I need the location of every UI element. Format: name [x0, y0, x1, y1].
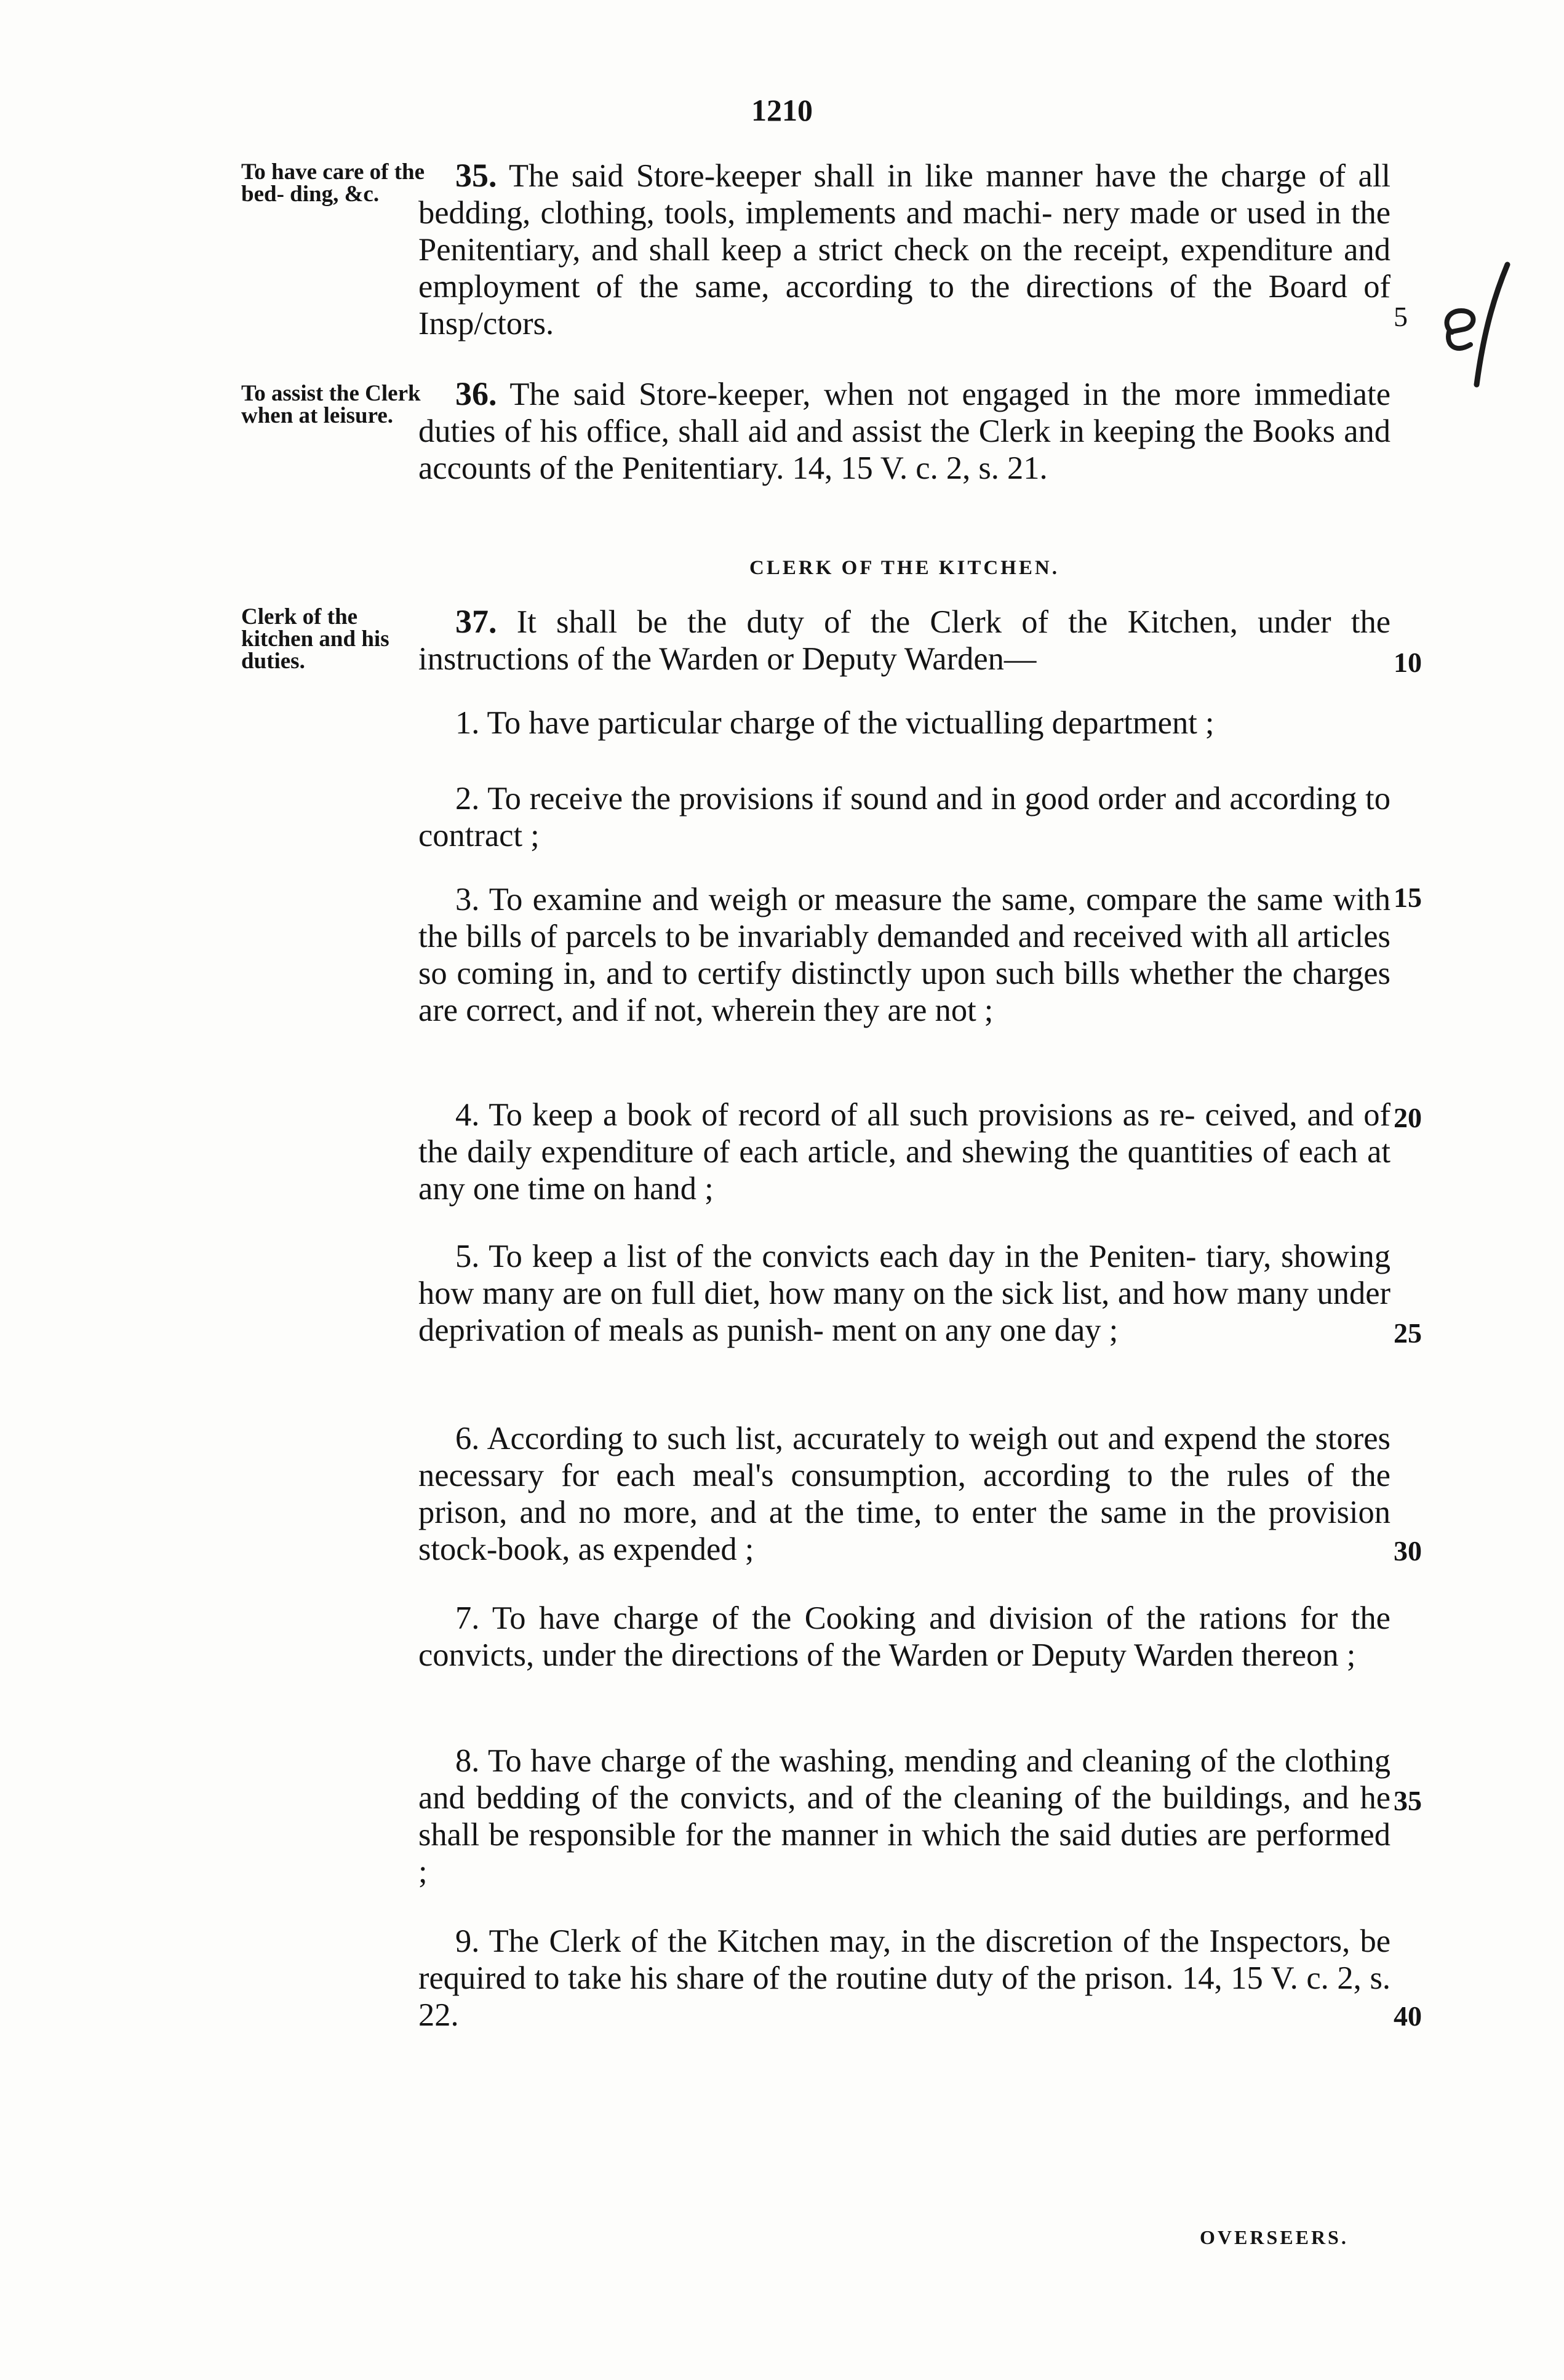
- list-item: 6. According to such list, accurately to weigh out and expend the stores necessary for each meal's consumption, according to the rules of the prison, and no more, and at the time, to enter the same in the provision stock-book, as expended ;: [418, 1421, 1390, 1567]
- section-text: It shall be the duty of the Clerk of the Kitchen, under the instructions of the Warden or Deputy Warden—: [418, 604, 1391, 677]
- margin-note-assist-clerk: To assist the Clerk when at leisure.: [241, 381, 421, 428]
- handwritten-mark-icon: [1434, 252, 1514, 394]
- line-number: 25: [1394, 1317, 1422, 1349]
- margin-note-bedding: To have care of the bed- ding, &c.: [241, 159, 425, 207]
- margin-note-kitchen-clerk: Clerk of the kitchen and his duties.: [241, 604, 389, 674]
- section-text: The said Store-keeper, when not engaged in the more immediate duties of his office, shall aid and assist the Clerk in keeping the Books and accounts of the Penitentiary. 14, 15 V. c. 2, s. 21.: [418, 377, 1390, 486]
- section-heading: CLERK OF THE KITCHEN.: [749, 557, 1059, 579]
- line-number: 10: [1394, 647, 1422, 678]
- section-number: 36.: [455, 375, 497, 412]
- line-number: 40: [1394, 2000, 1422, 2032]
- list-item: 4. To keep a book of record of all such provisions as re- ceived, and of the daily expenditure of each article, and shewing the quantities of each at any one time on hand ;: [418, 1097, 1390, 1207]
- list-item: 8. To have charge of the washing, mending and cleaning of the clothing and bedding of the convicts, and of the cleaning of the buildings, and he shall be responsible for the manner in which the said duties are performed ;: [418, 1743, 1390, 1890]
- line-number: 35: [1394, 1785, 1422, 1816]
- list-item: 1. To have particular charge of the victualling department ;: [455, 705, 1215, 741]
- list-item: 5. To keep a list of the convicts each day in the Peniten- tiary, showing how many are on full diet, how many on the sick list, and how many under deprivation of meals as punish- ment on any one day ;: [418, 1239, 1390, 1348]
- line-number: 5: [1394, 301, 1408, 332]
- list-item: 9. The Clerk of the Kitchen may, in the discretion of the Inspectors, be required to take his share of the routine duty of the prison. 14, 15 V. c. 2, s. 22.: [418, 1923, 1390, 2033]
- section-number: 37.: [455, 603, 497, 640]
- section-36: [418, 375, 1390, 487]
- section-35: [418, 157, 1390, 342]
- section-number: 35.: [455, 157, 497, 194]
- line-number: 15: [1394, 882, 1422, 913]
- list-item: 3. To examine and weigh or measure the same, compare the same with the bills of parcels to be invariably demanded and received with all articles so coming in, and to certify distinctly upon such bills whether the charges are correct, and if not, wherein they are not ;: [418, 882, 1390, 1028]
- catchword: OVERSEERS.: [1200, 2226, 1349, 2248]
- section-37: [418, 603, 1390, 677]
- page-number: 1210: [751, 93, 813, 127]
- section-text: The said Store-keeper shall in like manner have the charge of all bedding, clothing, tools, implements and machi- nery made or used in the Penitentiary, and shall keep a strict check on the receipt, expenditure and employment of the same, according to the directions of the Board of Insp/ctors.: [418, 158, 1390, 341]
- list-item: 2. To receive the provisions if sound and in good order and according to contract ;: [418, 781, 1390, 853]
- list-item: 7. To have charge of the Cooking and division of the rations for the convicts, under the directions of the Warden or Deputy Warden thereon ;: [418, 1600, 1390, 1673]
- line-number: 20: [1394, 1102, 1422, 1133]
- line-number: 30: [1394, 1535, 1422, 1567]
